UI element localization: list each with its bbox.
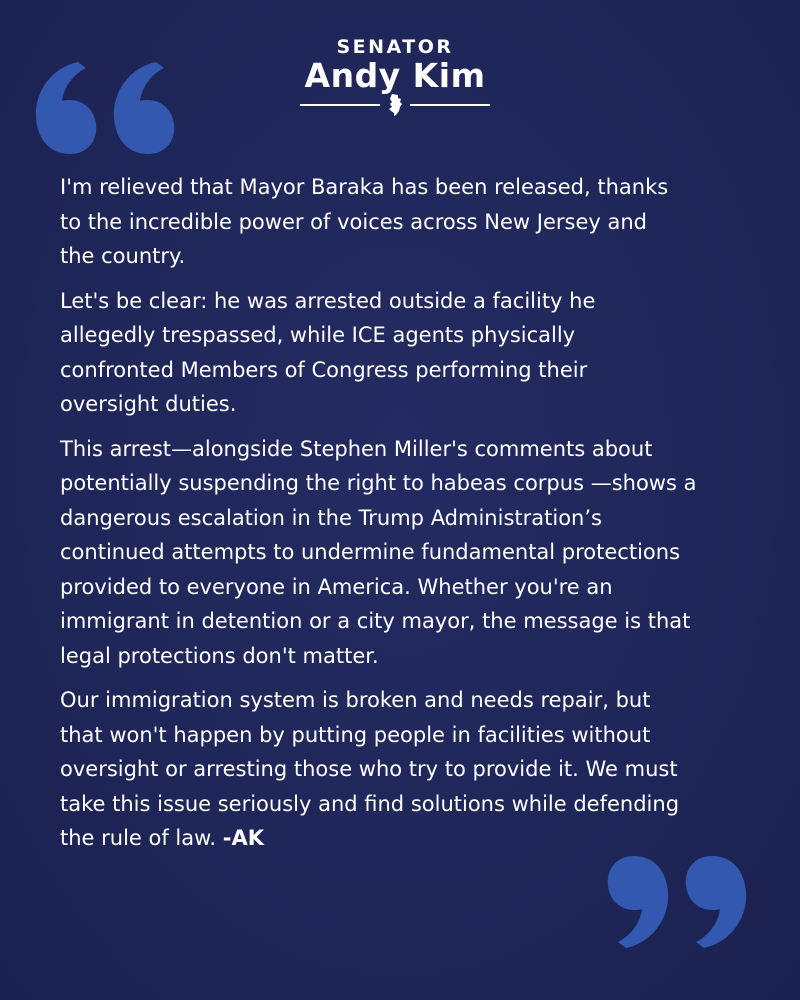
statement-line-text: the rule of law. (60, 826, 217, 850)
statement-line: allegedly trespassed, while ICE agents physically (60, 323, 576, 347)
statement-line: dangerous escalation in the Trump Administration’s (60, 505, 602, 530)
statement-paragraph (60, 432, 760, 674)
statement-line: oversight or arresting those who try to provide it. We must (60, 757, 678, 781)
close-quote-icon (602, 852, 752, 956)
statement-line: legal protections don't matter. (60, 643, 379, 668)
statement-body (60, 170, 760, 866)
statement-line: provided to everyone in America. Whether you're an (60, 574, 613, 599)
logo-name: Andy Kim (304, 56, 486, 95)
statement-line: potentially suspending the right to habeas corpus —shows a (60, 471, 697, 495)
statement-paragraph (60, 683, 760, 856)
statement-line: continued attempts to undermine fundamental protections (60, 540, 681, 564)
new-jersey-state-icon (386, 94, 404, 116)
signature: -AK (222, 826, 264, 850)
statement-paragraph (60, 170, 760, 274)
statement-line: the country. (60, 244, 186, 268)
statement-line: immigrant in detention or a city mayor, the message is that (60, 609, 691, 633)
statement-line: Let's be clear: he was arrested outside a facility he (60, 288, 596, 313)
statement-line: to the incredible power of voices across New Jersey and (60, 209, 647, 234)
statement-line: Our immigration system is broken and needs repair, but (60, 688, 651, 712)
statement-line: that won't happen by putting people in facilities without (60, 722, 651, 747)
statement-paragraph (60, 284, 760, 422)
statement-line: oversight duties. (60, 392, 237, 416)
statement-line-last (60, 821, 760, 856)
statement-line: take this issue seriously and find solutions while defending (60, 791, 680, 816)
statement-line: This arrest—alongside Stephen Miller's comments about (60, 436, 653, 461)
open-quote-icon (30, 58, 180, 162)
logo-divider (300, 94, 490, 116)
logo-title-label: SENATOR (336, 36, 454, 58)
senator-logo (300, 36, 490, 116)
statement-line: I'm relieved that Mayor Baraka has been released, thanks (60, 175, 669, 199)
statement-line: confronted Members of Congress performing their (60, 357, 588, 382)
